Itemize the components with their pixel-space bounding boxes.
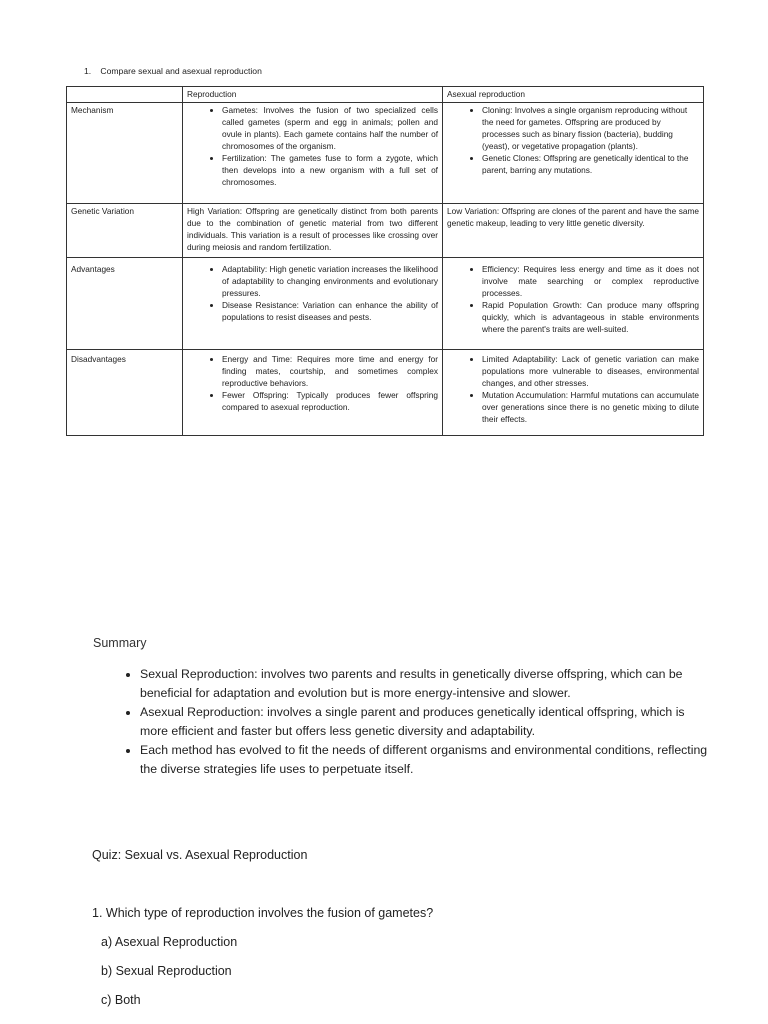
list-item: • Efficiency: Requires less energy and time as it does not involve mate searching or complex reproductive processes. — [482, 263, 699, 299]
disadvantages-asexual-cell — [443, 350, 704, 436]
list-item: • Each method has evolved to fit the needs of different organisms and environmental conditions, reflecting the diverse strategies life uses to perpetuate itself. — [140, 741, 710, 779]
list-item: • Mutation Accumulation: Harmful mutations can accumulate over generations since there is no genetic mixing to dilute their effects. — [482, 389, 699, 425]
question-text: Compare sexual and asexual reproduction — [100, 66, 262, 76]
advantages-sexual-cell — [183, 258, 443, 350]
disadvantages-sexual-cell — [183, 350, 443, 436]
header-cell-empty — [67, 87, 183, 103]
list-item: • Sexual Reproduction: involves two parents and results in genetically diverse offspring, which can be beneficial for adaptation and evolution but is more energy-intensive and slower. — [140, 665, 710, 703]
question-number: 1. — [84, 66, 92, 76]
genetic-variation-asexual-cell — [443, 204, 704, 258]
genetic-variation-asexual-text: Low Variation: Offspring are clones of the parent and have the same genetic makeup, leading to very little genetic diversity. — [447, 206, 699, 228]
row-label-advantages: Advantages — [67, 258, 183, 350]
list-item: • Asexual Reproduction: involves a single parent and produces genetically identical offspring, which is more efficient and faster but offers less genetic diversity and adaptability. — [140, 703, 710, 741]
quiz-option-a: a) Asexual Reproduction — [101, 935, 238, 949]
list-item: • Cloning: Involves a single organism reproducing without the need for gametes. Offspring are produced by processes such as binary fission (bacteria), budding (yeast), or vegetative propagation (plants). — [482, 104, 699, 152]
quiz-question: 1. Which type of reproduction involves the fusion of gametes? — [92, 906, 434, 920]
list-item: • Gametes: Involves the fusion of two specialized cells called gametes (sperm and egg in animals; pollen and ovule in plants). Each gamete contains half the number of chromosomes of the organism. — [222, 104, 438, 152]
advantages-asexual-cell — [443, 258, 704, 350]
list-item: • Energy and Time: Requires more time and energy for finding mates, courtship, and sometimes complex reproductive behaviors. — [222, 353, 438, 389]
header-cell-asexual: Asexual reproduction — [443, 87, 704, 103]
mechanism-asexual-cell — [443, 103, 704, 204]
genetic-variation-sexual-text: High Variation: Offspring are genetically distinct from both parents due to the combination of genetic material from two different individuals. This variation is a result of processes like crossing over during meiosis and random fertilization. — [187, 206, 438, 252]
table-row — [67, 258, 704, 350]
list-item: • Genetic Clones: Offspring are genetically identical to the parent, barring any mutations. — [482, 152, 699, 176]
list-item: • Fertilization: The gametes fuse to form a zygote, which then develops into a new organism with a full set of chromosomes. — [222, 152, 438, 188]
list-item: • Limited Adaptability: Lack of genetic variation can make populations more vulnerable to diseases, environmental changes, and other stresses. — [482, 353, 699, 389]
list-item: • Adaptability: High genetic variation increases the likelihood of adaptability to changing environments and evolutionary pressures. — [222, 263, 438, 299]
summary-list — [112, 665, 710, 779]
table-row — [67, 204, 704, 258]
list-item: • Fewer Offspring: Typically produces fewer offspring compared to asexual reproduction. — [222, 389, 438, 413]
header-cell-sexual: Reproduction — [183, 87, 443, 103]
question-heading — [84, 66, 262, 76]
table-row — [67, 350, 704, 436]
summary-heading: Summary — [93, 636, 147, 650]
genetic-variation-sexual-cell — [183, 204, 443, 258]
row-label-genetic-variation: Genetic Variation — [67, 204, 183, 258]
row-label-mechanism: Mechanism — [67, 103, 183, 204]
quiz-heading: Quiz: Sexual vs. Asexual Reproduction — [92, 848, 308, 862]
list-item: • Rapid Population Growth: Can produce many offspring quickly, which is advantageous in stable environments where the parent's traits are well-suited. — [482, 299, 699, 335]
table-header-row — [67, 87, 704, 103]
list-item: • Disease Resistance: Variation can enhance the ability of populations to resist diseases and pests. — [222, 299, 438, 323]
table-row — [67, 103, 704, 204]
comparison-table — [66, 86, 704, 436]
quiz-option-b: b) Sexual Reproduction — [101, 964, 232, 978]
row-label-disadvantages: Disadvantages — [67, 350, 183, 436]
quiz-option-c: c) Both — [101, 993, 141, 1007]
mechanism-sexual-cell — [183, 103, 443, 204]
